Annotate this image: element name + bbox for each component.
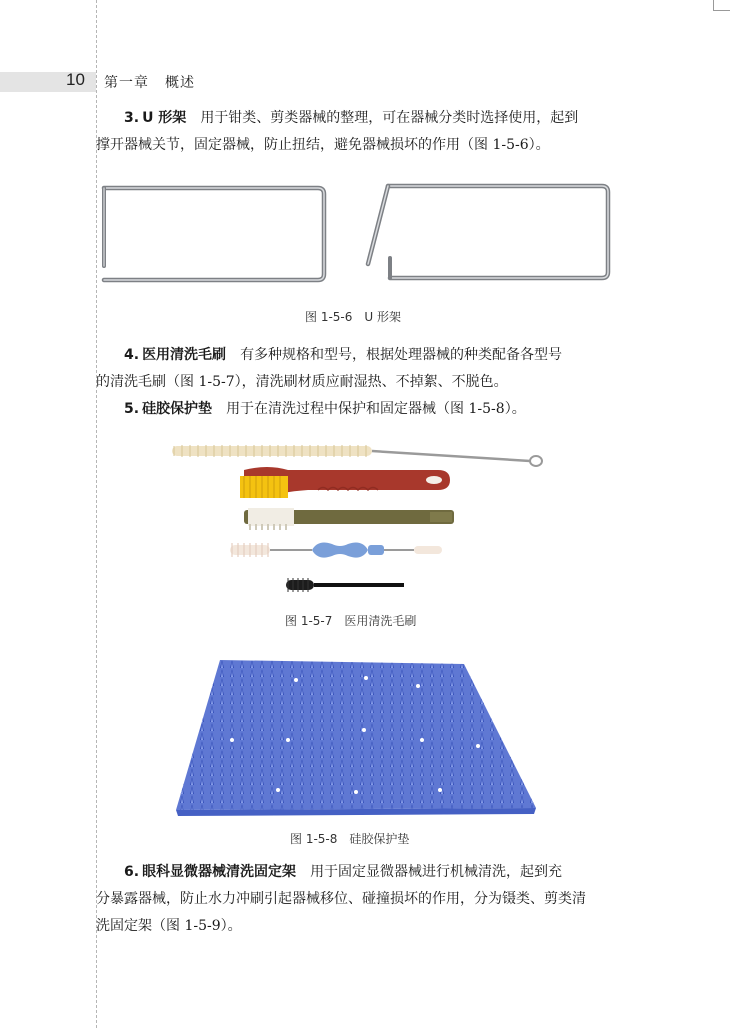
section-line	[96, 396, 636, 423]
section-number: 5.	[124, 401, 140, 417]
u-rack-open	[368, 186, 608, 278]
section-title: 眼科显微器械清洗固定架	[142, 864, 297, 880]
section-u-rack	[96, 105, 636, 159]
figure-title: 医用清洗毛刷	[344, 614, 417, 628]
u-rack-figure	[98, 176, 618, 286]
figure-label: 图 1-5-7	[285, 614, 333, 628]
chapter-heading	[104, 72, 195, 92]
section-line	[96, 342, 636, 369]
figure-title: 硅胶保护垫	[349, 832, 410, 846]
section-number: 3.	[124, 110, 140, 126]
black-mascara-brush	[286, 578, 404, 592]
section-silicone-mat	[96, 396, 636, 423]
section-title: 硅胶保护垫	[142, 401, 213, 417]
olive-handle-brush	[244, 508, 454, 530]
section-text: 用于钳类、剪类器械的整理，可在器械分类时选择使用，起到	[200, 110, 579, 126]
figure-label: 图 1-5-6	[305, 310, 353, 324]
figure-caption	[290, 830, 409, 847]
section-line: 洗固定架（图 1-5-9）。	[96, 918, 242, 934]
yellow-bristle-brush	[240, 467, 450, 498]
brush-figure	[168, 440, 548, 600]
figure-caption	[285, 612, 416, 629]
section-line: 撑开器械关节，固定器械，防止扭结，避免器械损坏的作用（图 1-5-6）。	[96, 137, 550, 153]
section-title: U 形架	[142, 110, 187, 126]
section-text: 有多种规格和型号，根据处理器械的种类配备各型号	[240, 347, 563, 363]
section-line: 分暴露器械，防止水力冲刷引起器械移位、碰撞损坏的作用，分为镊类、剪类清	[96, 891, 586, 907]
section-line	[96, 105, 636, 132]
chapter-title: 概述	[165, 75, 195, 91]
mat-spikes	[176, 660, 536, 810]
blue-handle-brush	[230, 542, 442, 557]
section-ophthalmic-rack	[96, 859, 636, 940]
crop-mark	[713, 0, 730, 11]
figure-caption	[305, 308, 401, 325]
section-text: 用于固定显微器械进行机械清洗，起到充	[310, 864, 563, 880]
section-line	[96, 859, 636, 886]
silicone-mat-figure	[168, 650, 548, 818]
figure-label: 图 1-5-8	[290, 832, 338, 846]
figure-title: U 形架	[364, 310, 401, 324]
section-number: 6.	[124, 864, 140, 880]
section-line: 的清洗毛刷（图 1-5-7），清洗刷材质应耐湿热、不掉絮、不脱色。	[96, 374, 508, 390]
section-cleaning-brush	[96, 342, 636, 396]
u-rack-closed	[104, 188, 324, 280]
chapter-number: 第一章	[104, 75, 149, 91]
section-text: 用于在清洗过程中保护和固定器械（图 1-5-8）。	[226, 401, 526, 417]
section-title: 医用清洗毛刷	[142, 347, 227, 363]
page-number: 10	[66, 70, 85, 89]
bottle-brush	[172, 445, 542, 466]
section-number: 4.	[124, 347, 140, 363]
